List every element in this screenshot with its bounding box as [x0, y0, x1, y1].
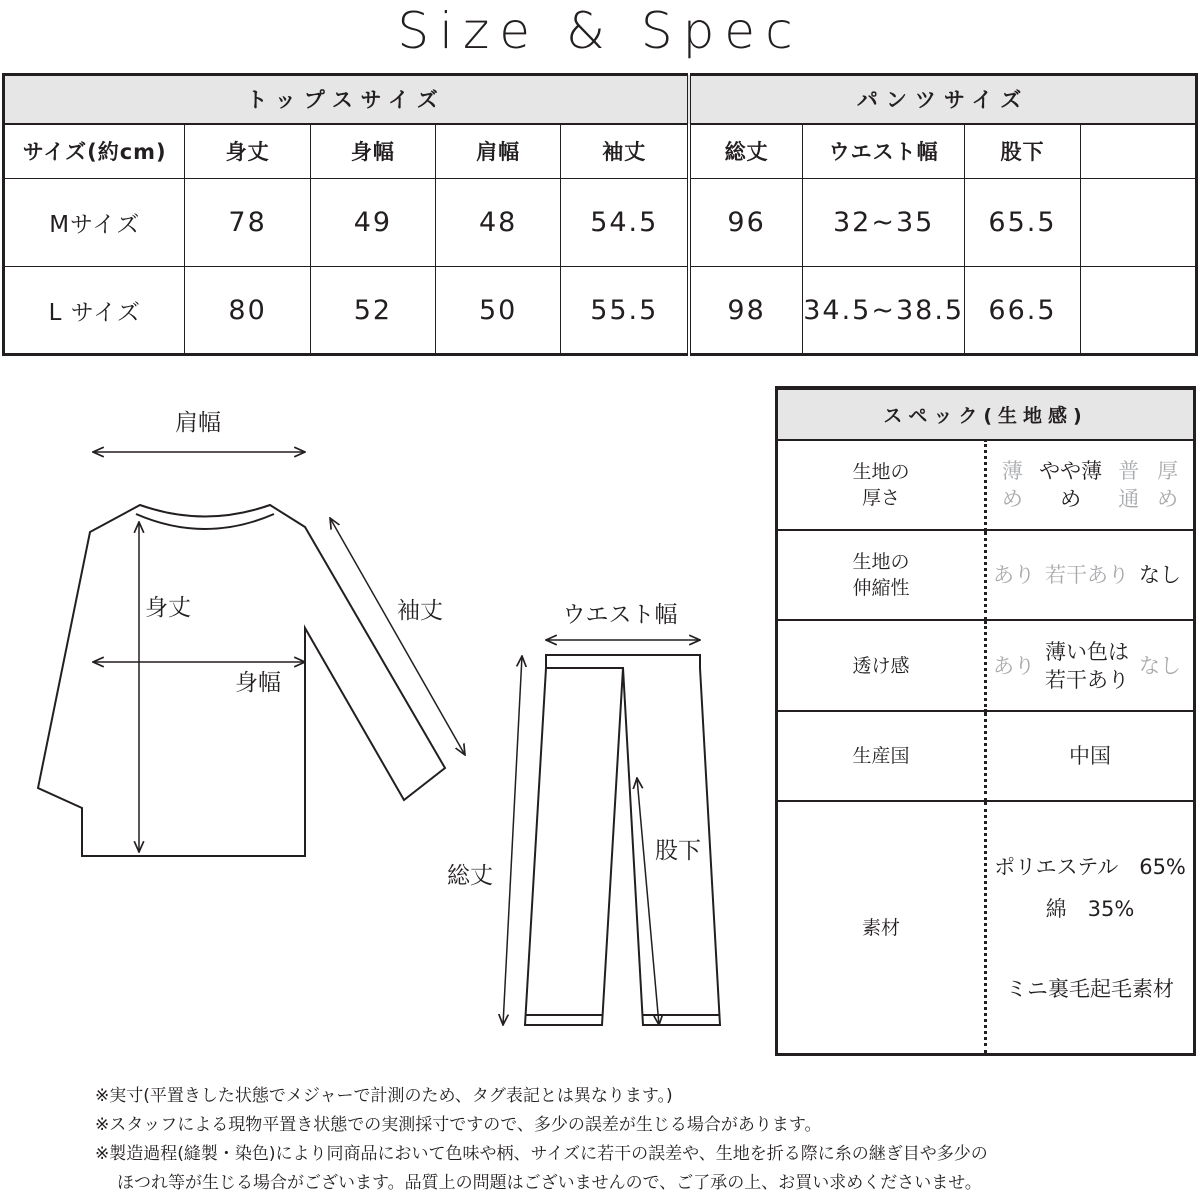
spec-row-material [777, 801, 1195, 1055]
table-cell: 66.5 [965, 267, 1080, 355]
origin-label: 生産国 [777, 711, 986, 801]
option-yes: あり [993, 563, 1035, 587]
column-header: サイズ(約cm) [4, 124, 185, 179]
column-header: 身丈 [185, 124, 310, 179]
table-cell: 32~35 [802, 179, 964, 267]
option-slight: 若干あり [1045, 563, 1129, 587]
option-yes: あり [993, 653, 1035, 678]
column-header: 肩幅 [436, 124, 561, 179]
option-none: なし [1139, 653, 1181, 678]
total-length-arrow [503, 656, 522, 1025]
note-line: ほつれ等が生じる場合がございます。品質上の問題はございませんので、ご了承の上、お買い求めくださいませ。 [117, 1173, 982, 1193]
option-none: なし [1139, 563, 1181, 587]
spec-table [775, 386, 1196, 1056]
option-thin: 薄め [1001, 459, 1023, 511]
stretch-options [993, 561, 1187, 589]
tops-size-header: トップスサイズ [4, 75, 690, 124]
table-cell: 80 [185, 267, 310, 355]
length-label: 身丈 [145, 595, 191, 621]
size-table [2, 73, 1198, 356]
table-cell [1080, 267, 1196, 355]
table-cell: 34.5~38.5 [802, 267, 964, 355]
spec-row-stretch [777, 530, 1195, 620]
option-light-colors-slight: 薄い色は 若干あり [1045, 639, 1129, 692]
table-cell: 54.5 [561, 179, 689, 267]
table-cell: 96 [689, 179, 802, 267]
waist-label: ウエスト幅 [562, 602, 678, 628]
option-slightly-thin: やや薄め [1039, 459, 1103, 511]
sleeve-label: 袖丈 [397, 598, 443, 624]
material-value: ポリエステル 65% 綿 35% ミニ裏毛起毛素材 [986, 801, 1195, 1055]
origin-value: 中国 [986, 711, 1195, 801]
size-label: Mサイズ [4, 179, 185, 267]
page-title: Size & Spec [397, 2, 803, 60]
measurement-diagram [0, 380, 760, 1060]
note-line: ※実寸(平置きした状態でメジャーで計測のため、タグ表記とは異なります。) [95, 1086, 673, 1106]
table-cell: 50 [436, 267, 561, 355]
table-row [4, 179, 1197, 267]
table-cell: 52 [310, 267, 435, 355]
table-cell: 65.5 [965, 179, 1080, 267]
column-header: ウエスト幅 [802, 124, 964, 179]
width-label: 身幅 [235, 670, 281, 696]
spec-header: スペック(生地感) [777, 388, 1195, 440]
spec-row-thickness [777, 440, 1195, 530]
total-length-label: 総丈 [447, 863, 493, 889]
thickness-label: 生地の 厚さ [777, 440, 986, 530]
column-header: 身幅 [310, 124, 435, 179]
size-label: L サイズ [4, 267, 185, 355]
column-header: 総丈 [689, 124, 802, 179]
table-cell: 78 [185, 179, 310, 267]
table-cell: 55.5 [561, 267, 689, 355]
sheer-label: 透け感 [777, 620, 986, 711]
note-line: ※スタッフによる現物平置き状態での実測採寸ですので、多少の誤差が生じる場合があります。 [95, 1115, 822, 1135]
spec-row-origin [777, 711, 1195, 801]
shoulder-label: 肩幅 [175, 410, 221, 436]
option-normal: 普通 [1118, 459, 1140, 511]
material-label: 素材 [777, 801, 986, 1055]
table-cell: 48 [436, 179, 561, 267]
spec-row-sheer [777, 620, 1195, 711]
footnotes [95, 1082, 988, 1198]
column-header [1080, 124, 1196, 179]
note-line: ※製造過程(縫製・染色)により同商品において色味や柄、サイズに若干の誤差や、生地を折る際に糸の継ぎ目や多少の [95, 1144, 988, 1164]
table-cell [1080, 179, 1196, 267]
thickness-options [993, 457, 1187, 513]
column-header: 股下 [965, 124, 1080, 179]
option-thick: 厚め [1157, 459, 1179, 511]
sleeve-arrow [330, 518, 465, 755]
column-header: 袖丈 [561, 124, 689, 179]
table-cell: 98 [689, 267, 802, 355]
sheer-options [993, 638, 1187, 694]
stretch-label: 生地の 伸縮性 [777, 530, 986, 620]
pants-size-header: パンツサイズ [689, 75, 1196, 124]
table-cell: 49 [310, 179, 435, 267]
table-row [4, 267, 1197, 355]
inseam-label: 股下 [655, 838, 701, 864]
